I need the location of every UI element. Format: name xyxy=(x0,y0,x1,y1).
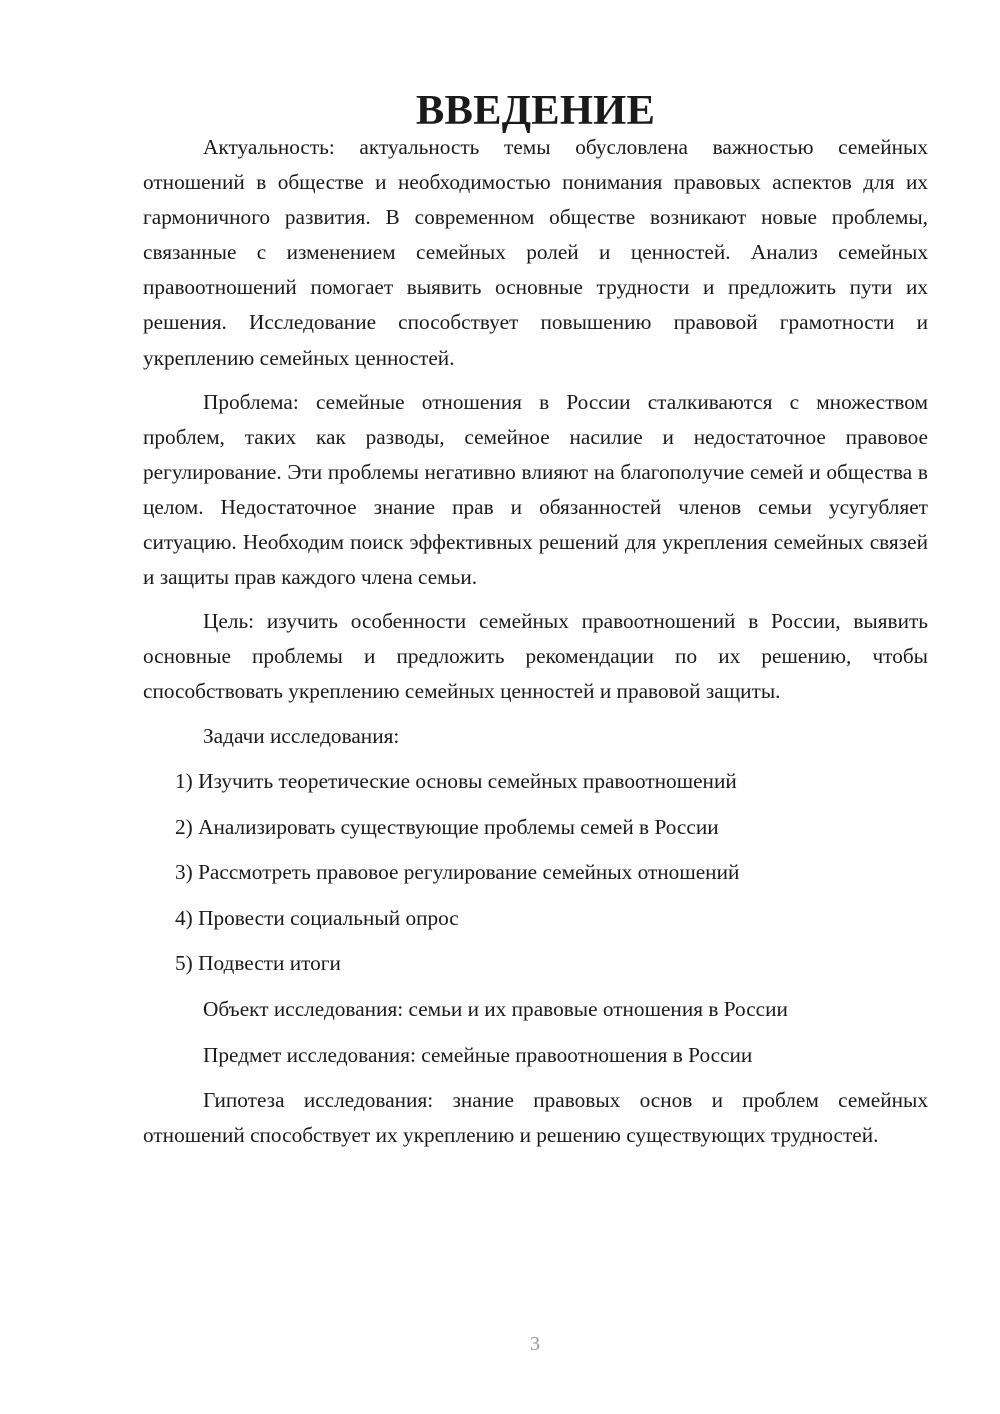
list-item: 2) Анализировать существующие проблемы семей в России xyxy=(175,814,719,839)
tasks-heading: Задачи исследования: xyxy=(203,723,400,748)
research-object: Объект исследования: семьи и их правовые отношения в России xyxy=(203,997,788,1022)
research-subject: Предмет исследования: семейные правоотношения в России xyxy=(203,1042,753,1067)
list-item: 1) Изучить теоретические основы семейных правоотношений xyxy=(175,769,737,794)
list-item: 5) Подвести итоги xyxy=(175,951,341,976)
document-page xyxy=(143,87,928,1162)
problem-paragraph: Проблема: семейные отношения в России сталкиваются с множеством проблем, таких как разводы, семейное насилие и недостаточное правовое регулирование. Эти проблемы негативно влияют на благополучие семей и общества в целом. Недостаточное знание прав и обязанностей членов семьи усугубляет ситуацию. Необходим поиск эффективных решений для укрепления семейных связей и защиты прав каждого члена семьи. xyxy=(143,389,928,590)
page-number: 3 xyxy=(530,1333,540,1355)
list-item: 4) Провести социальный опрос xyxy=(175,905,459,930)
goal-paragraph: Цель: изучить особенности семейных правоотношений в России, выявить основные проблемы и предложить рекомендации по их решению, чтобы способствовать укреплению семейных ценностей и правовой защиты. xyxy=(143,609,928,704)
list-item: 3) Рассмотреть правовое регулирование семейных отношений xyxy=(175,860,740,885)
relevance-paragraph: Актуальность: актуальность темы обусловлена важностью семейных отношений в обществе и необходимостью понимания правовых аспектов для их гармоничного развития. В современном обществе возникают новые проблемы, связанные с изменением семейных ролей и ценностей. Анализ семейных правоотношений помогает выявить основные трудности и предложить пути их решения. Исследование способствует повышению правовой грамотности и укреплению семейных ценностей. xyxy=(143,135,928,370)
document-title: ВВЕДЕНИЕ xyxy=(415,87,656,134)
tasks-list xyxy=(143,764,928,981)
hypothesis-paragraph: Гипотеза исследования: знание правовых основ и проблем семейных отношений способствует их укреплению и решению существующих трудностей. xyxy=(143,1088,928,1148)
